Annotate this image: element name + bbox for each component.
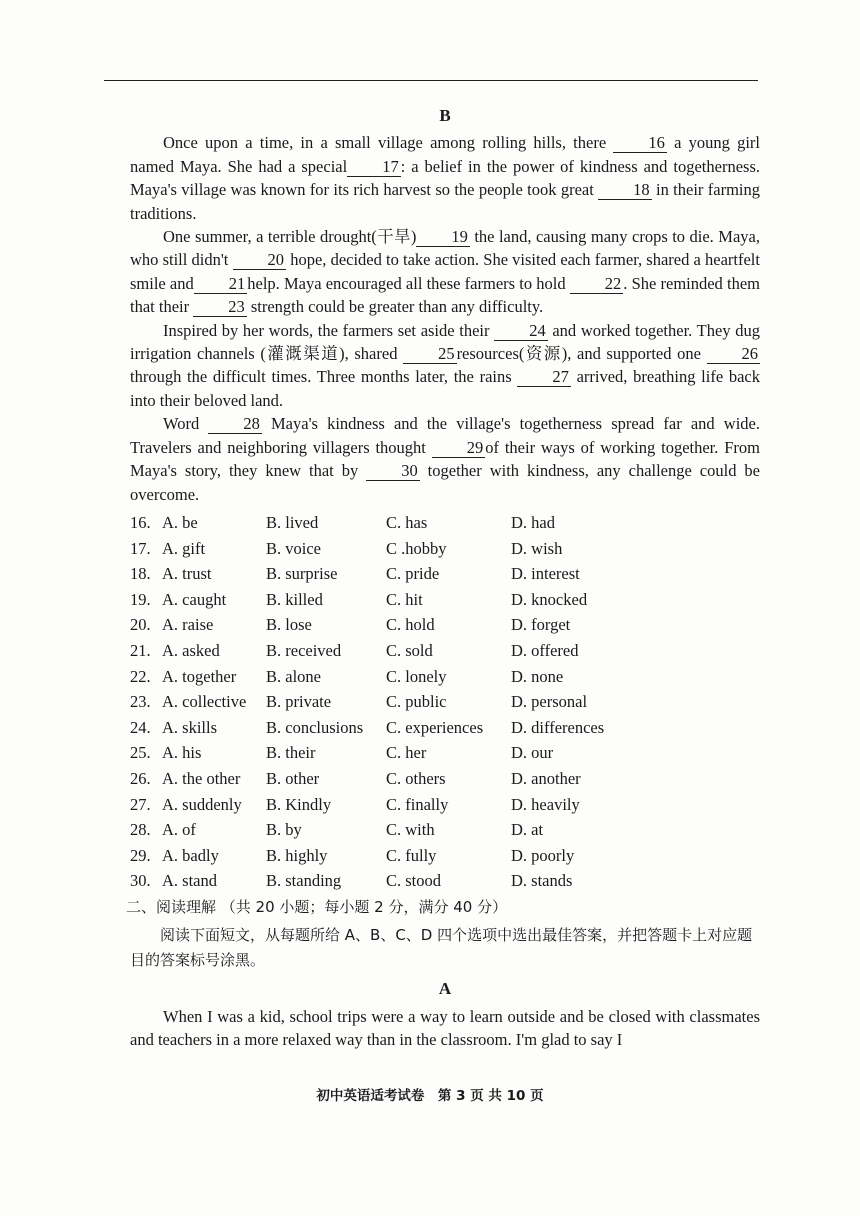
option-a: A. gift bbox=[162, 538, 206, 558]
answer-blank: 22 bbox=[570, 275, 624, 294]
option-d: D. knocked bbox=[511, 589, 588, 609]
option-d: D. heavily bbox=[511, 794, 580, 814]
question-row bbox=[130, 536, 651, 562]
question-number: 28. bbox=[130, 820, 151, 840]
question-number: 23. bbox=[130, 692, 151, 712]
question-number: 29. bbox=[130, 845, 151, 865]
answer-blank: 25 bbox=[403, 345, 457, 364]
option-b: B. conclusions bbox=[266, 717, 364, 737]
option-c: C. her bbox=[386, 743, 427, 763]
option-b: B. killed bbox=[266, 589, 323, 609]
answer-blank: 19 bbox=[416, 228, 470, 247]
answer-blank: 26 bbox=[707, 345, 761, 364]
question-row bbox=[130, 638, 651, 664]
passage-text: One summer, a terrible drought(干旱) bbox=[163, 227, 417, 247]
question-row bbox=[130, 587, 651, 613]
option-a: A. trust bbox=[162, 564, 212, 584]
passage-text: and worked together. They dug irrigation channels (灌溉渠道), shared bbox=[130, 320, 760, 364]
question-row bbox=[130, 868, 651, 894]
answer-blank: 24 bbox=[494, 322, 548, 341]
option-c: C. others bbox=[386, 768, 446, 788]
question-row bbox=[130, 689, 651, 715]
question-number: 27. bbox=[130, 794, 151, 814]
answer-blank: 21 bbox=[194, 275, 248, 294]
option-d: D. another bbox=[511, 768, 581, 788]
question-number: 25. bbox=[130, 743, 151, 763]
option-b: B. private bbox=[266, 692, 332, 712]
option-d: D. none bbox=[511, 666, 564, 686]
option-a: A. badly bbox=[162, 845, 219, 865]
option-a: A. skills bbox=[162, 717, 218, 737]
option-b: B. lived bbox=[266, 513, 319, 532]
option-d: D. forget bbox=[511, 615, 571, 635]
options-table bbox=[130, 510, 651, 894]
option-d: D. at bbox=[511, 820, 544, 840]
passage-text: Once upon a time, in a small village among rolling hills, there bbox=[163, 133, 614, 153]
passage-text: strength could be greater than any difficulty. bbox=[246, 297, 544, 317]
option-c: C. public bbox=[386, 692, 447, 712]
option-c: C. has bbox=[386, 513, 428, 532]
passage-text: . She reminded them that their bbox=[130, 273, 760, 317]
passage-text: arrived, breathing life back into their beloved land. bbox=[130, 367, 761, 410]
option-b: B. other bbox=[266, 768, 320, 788]
question-row bbox=[130, 663, 651, 689]
option-b: B. surprise bbox=[266, 564, 338, 584]
question-row bbox=[130, 817, 651, 843]
question-row bbox=[130, 740, 651, 766]
question-number: 21. bbox=[130, 640, 151, 660]
question-row bbox=[130, 612, 651, 638]
option-b: B. standing bbox=[266, 871, 342, 891]
passage-paragraph bbox=[130, 225, 760, 319]
header-rule bbox=[104, 80, 758, 81]
option-a: A. together bbox=[162, 666, 237, 686]
option-d: D. stands bbox=[511, 871, 573, 891]
option-d: D. poorly bbox=[511, 845, 575, 865]
section-b-heading: B bbox=[439, 106, 451, 125]
passage-text: Word bbox=[163, 414, 209, 434]
section-a-heading: A bbox=[438, 979, 452, 999]
answer-blank: 23 bbox=[193, 298, 247, 317]
option-d: D. personal bbox=[511, 692, 588, 712]
answer-blank: 17 bbox=[347, 158, 401, 177]
page-footer: 初中英语适考试卷 第 3 页 共 10 页 bbox=[316, 1088, 544, 1104]
passage-paragraph bbox=[130, 319, 760, 413]
passage-paragraph bbox=[130, 131, 760, 225]
option-a: A. the other bbox=[162, 768, 241, 788]
passage-text: the land, causing many crops to die. Maya, who still didn't bbox=[130, 227, 760, 270]
option-c: C. sold bbox=[386, 640, 433, 660]
option-b: B. received bbox=[266, 640, 342, 660]
option-c: C .hobby bbox=[386, 538, 447, 558]
option-a: A. stand bbox=[162, 871, 217, 891]
option-a: A. raise bbox=[162, 615, 214, 635]
part2-instruction: 阅读下面短文，从每题所给 A、B、C、D 四个选项中选出最佳答案，并把答题卡上对应题目的答案标号涂黑。 bbox=[130, 926, 753, 970]
option-c: C. hold bbox=[386, 615, 435, 635]
option-c: C. finally bbox=[386, 794, 449, 814]
question-number: 26. bbox=[130, 768, 151, 788]
answer-blank: 28 bbox=[208, 415, 262, 434]
question-number: 20. bbox=[130, 615, 151, 635]
option-a: A. his bbox=[162, 743, 202, 763]
passage-text: together with kindness, any challenge could be overcome. bbox=[130, 461, 760, 504]
option-d: D. our bbox=[511, 743, 554, 763]
option-c: C. experiences bbox=[386, 717, 484, 737]
option-a: A. of bbox=[162, 820, 196, 840]
question-number: 19. bbox=[130, 589, 151, 609]
answer-blank: 27 bbox=[517, 368, 571, 387]
option-c: C. lonely bbox=[386, 666, 447, 686]
answer-blank: 29 bbox=[432, 439, 486, 458]
question-row bbox=[130, 766, 651, 792]
answer-blank: 16 bbox=[613, 134, 667, 153]
option-b: B. highly bbox=[266, 845, 328, 865]
option-d: D. wish bbox=[511, 538, 563, 558]
option-b: B. lose bbox=[266, 615, 312, 635]
option-a: A. caught bbox=[162, 589, 227, 609]
exam-page bbox=[126, 100, 761, 1051]
option-c: C. with bbox=[386, 820, 435, 840]
passage-text: a young girl named Maya. She had a special bbox=[130, 133, 760, 176]
option-b: B. voice bbox=[266, 538, 321, 558]
passage-text: in their farming traditions. bbox=[130, 180, 760, 223]
option-b: B. by bbox=[266, 820, 302, 840]
passage-paragraph bbox=[130, 412, 760, 506]
option-a: A. be bbox=[162, 513, 198, 532]
option-c: C. stood bbox=[386, 871, 442, 891]
option-c: C. hit bbox=[386, 589, 423, 609]
question-row bbox=[130, 561, 651, 587]
question-row bbox=[130, 843, 651, 869]
option-d: D. offered bbox=[511, 640, 579, 660]
option-c: C. pride bbox=[386, 564, 440, 584]
option-a: A. collective bbox=[162, 692, 247, 712]
option-c: C. fully bbox=[386, 845, 437, 865]
passage-text: Inspired by her words, the farmers set aside their bbox=[163, 320, 495, 340]
passage-text: help. Maya encouraged all these farmers to hold bbox=[247, 273, 570, 293]
option-b: B. alone bbox=[266, 666, 321, 686]
answer-blank: 20 bbox=[233, 251, 287, 270]
cloze-passage bbox=[130, 131, 760, 506]
question-number: 18. bbox=[130, 564, 151, 584]
question-number: 22. bbox=[130, 666, 151, 686]
reading-passage-a: When I was a kid, school trips were a way to learn outside and be closed with classmates and teachers in a more relaxed way than in the classroom. I'm glad to say I bbox=[130, 1006, 760, 1050]
question-row bbox=[130, 715, 651, 741]
passage-text: resources(资源), and supported one bbox=[456, 344, 707, 364]
passage-text: : a belief in the power of kindness and togetherness. Maya's village was known for its rich harvest so the people took great bbox=[130, 156, 760, 200]
option-d: D. had bbox=[511, 513, 555, 532]
answer-blank: 18 bbox=[598, 181, 652, 200]
question-number: 24. bbox=[130, 717, 151, 737]
question-row bbox=[130, 791, 651, 817]
passage-text: hope, decided to take action. She visited each farmer, shared a heartfelt smile and bbox=[130, 250, 760, 293]
option-b: B. Kindly bbox=[266, 794, 332, 814]
option-d: D. differences bbox=[511, 717, 605, 737]
question-number: 16. bbox=[130, 513, 151, 532]
passage-text: Maya's kindness and the village's togetherness spread far and wide. Travelers and neighboring villagers thought bbox=[130, 414, 760, 457]
passage-text: of their ways of working together. From Maya's story, they knew that by bbox=[130, 437, 760, 481]
answer-blank: 30 bbox=[366, 462, 420, 481]
question-row bbox=[130, 510, 651, 536]
option-a: A. asked bbox=[162, 640, 220, 660]
part2-heading: 二、阅读理解 （共 20 小题；每小题 2 分，满分 40 分） bbox=[126, 897, 508, 916]
option-d: D. interest bbox=[511, 564, 580, 584]
question-number: 17. bbox=[130, 538, 151, 558]
option-b: B. their bbox=[266, 743, 316, 763]
passage-text: through the difficult times. Three months later, the rains bbox=[130, 367, 518, 387]
question-number: 30. bbox=[130, 871, 151, 891]
option-a: A. suddenly bbox=[162, 794, 242, 814]
